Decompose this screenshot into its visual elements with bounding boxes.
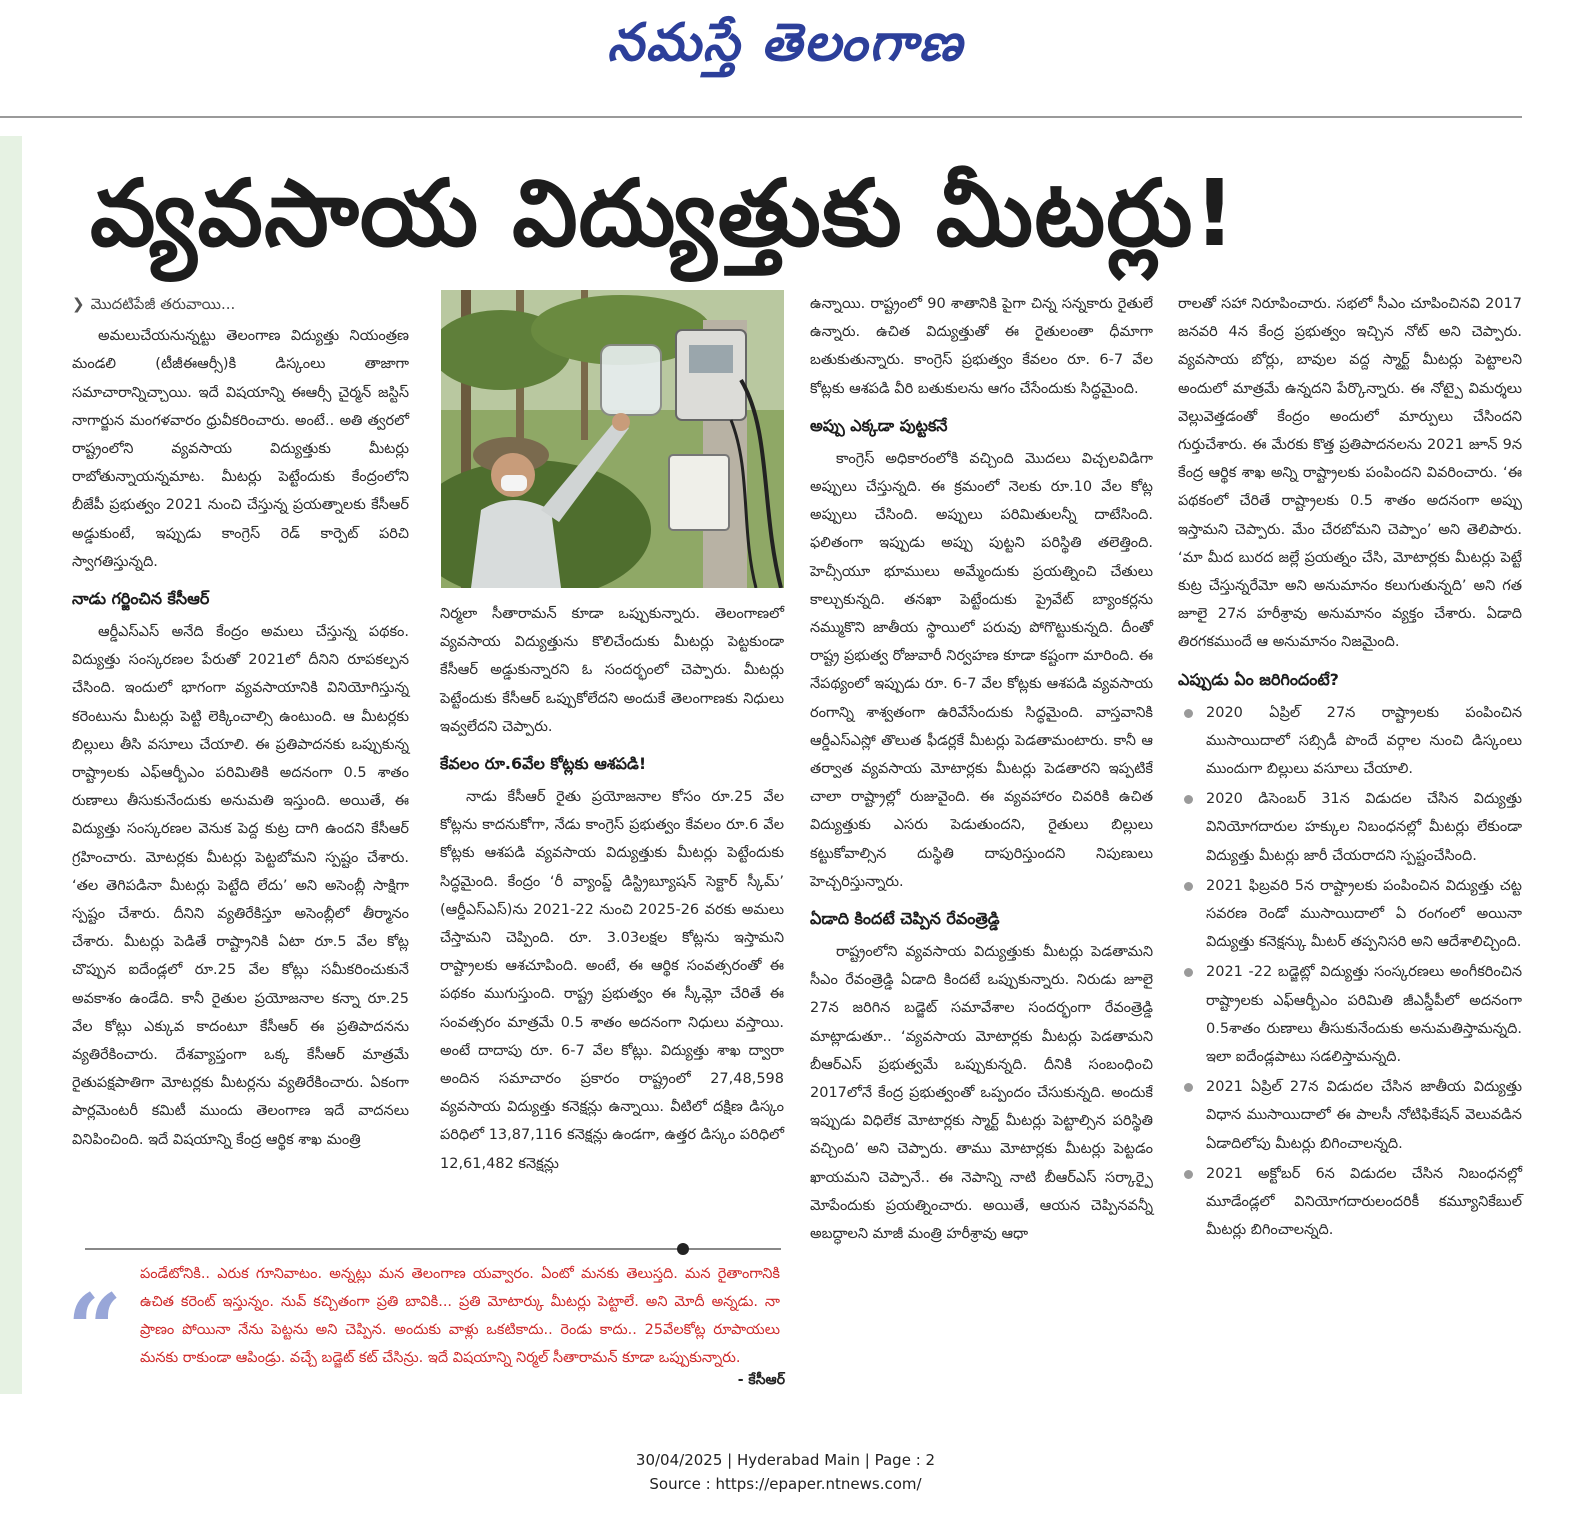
timeline-item: 2020 ఏప్రిల్ 27న రాష్ట్రాలకు పంపించిన ముసాయిదాలో సబ్సిడీ పొందే వర్గాల నుంచి డిస్కంలు ముందుగా బిల్లులు వసూలు చేయాలి.: [1178, 699, 1522, 784]
pull-quote: [67, 1248, 785, 1398]
quote-divider-dot: [677, 1243, 689, 1255]
timeline-list: [1178, 699, 1522, 1245]
quote-author: - కేసీఆర్: [737, 1372, 785, 1388]
page-footer: [0, 1448, 1571, 1496]
col1-subheading-1: నాడు గర్జించిన కేసీఆర్: [72, 589, 210, 609]
footer-edition-info: 30/04/2025 | Hyderabad Main | Page : 2: [635, 1451, 936, 1469]
col4-paragraph-1: రాలతో సహా నిరూపించారు. సభలో సీఎం చూపించినవి 2017 జనవరి 4న కేంద్ర ప్రభుత్వం ఇచ్చిన నోట్ అని చెప్పారు. వ్యవసాయ బోర్లు, బావుల వద్ద స్మార్ట్ మీటర్లు పెట్టాలని అందులో మాత్రమే ఉన్నదని పేర్కొన్నారు. ఈ నోట్పై విమర్శలు వెల్లువెత్తడంతో కేంద్రం అందులో మార్పులు చేసిందని గుర్తుచేశారు. ఈ మేరకు కొత్త ప్రతిపాదనలను 2021 జూన్ 9న కేంద్ర ఆర్థిక శాఖ అన్ని రాష్ట్రాలకు పంపిందని వివరించారు. ‘ఈ పథకంలో చేరితే రాష్ట్రాలకు 0.5 శాతం అదనంగా అప్పు ఇస్తామని చెప్పారు. మేం చేరబోమని చెప్పాం’ అని తెలిపారు. ‘మా మీద బురద జల్లే ప్రయత్నం చేసి, మోటార్లకు మీటర్లు పెట్టే కుట్ర చేస్తున్నరేమో అని అనుమానం కలుగుతున్నది’ అని గత జూలై 27న హరీశ్రావు అనుమానం వ్యక్తం చేశారు. ఏడాది తిరగకముందే ఆ అనుమానం నిజమైంది.: [1178, 296, 1522, 651]
farmer-meter-photo-icon: [441, 290, 784, 588]
col4-subheading-1: ఎప్పుడు ఏం జరిగిందంటే?: [1178, 669, 1339, 689]
col1-paragraph-2: ఆర్డీఎస్ఎస్ అనేది కేంద్రం అమలు చేస్తున్న పథకం. విద్యుత్తు సంస్కరణల పేరుతో 2021లో దీనిని రూపకల్పన చేసింది. ఇందులో భాగంగా వ్యవసాయానికి వినియోగిస్తున్న కరెంటును మీటర్లు పెట్టి లెక్కించాల్సి ఉంటుంది. ఆ మీటర్లకు బిల్లులు తీసి వసూలు చేయాలి. ఈ ప్రతిపాదనకు ఒప్పుకున్న రాష్ట్రాలకు ఎఫ్ఆర్బీఎం పరిమితికి అదనంగా 0.5 శాతం రుణాలు తీసుకునేందుకు అనుమతి ఇస్తుంది. అయితే, ఈ విద్యుత్తు సంస్కరణల వెనుక పెద్ద కుట్ర దాగి ఉందని కేసీఆర్ గ్రహించారు. మోటర్లకు మీటర్లు పెట్టబోమని స్పష్టం చేశారు. ‘తల తెగిపడినా మీటర్లు పెట్టేది లేదు’ అని అసెంబ్లీ సాక్షిగా స్పష్టం చేశారు. దీనిని వ్యతిరేకిస్తూ అసెంబ్లీలో తీర్మానం చేశారు. మీటర్లు పెడితే రాష్ట్రానికి ఏటా రూ.5 వేల కోట్ల చొప్పున ఐదేండ్లలో రూ.25 వేల కోట్లు సమీకరించుకునే అవకాశం ఉండేది. కానీ రైతుల ప్రయోజనాల కన్నా రూ.25 వేల కోట్లు ఎక్కువ కాదంటూ కేసీఆర్ ఈ ప్రతిపాదనను వ్యతిరేకించారు. దేశవ్యాప్తంగా ఒక్క కేసీఆర్ మాత్రమే రైతుపక్షపాతిగా మోటర్లకు మీటర్లను వ్యతిరేకించారు. ఏకంగా పార్లమెంటరీ కమిటీ ముందు తెలంగాణ ఇదే వాదనలు వినిపించింది. ఇదే విషయాన్ని కేంద్ర ఆర్థిక శాఖ మంత్రి: [72, 624, 409, 1148]
col2-paragraph-1: నిర్మలా సీతారామన్ కూడా ఒప్పుకున్నారు. తెలంగాణలో వ్యవసాయ విద్యుత్తును కొలిచేందుకు మీటర్లు పెట్టకుండా కేసీఆర్ అడ్డుకున్నారని ఓ సందర్భంలో చెప్పారు. మీటర్లు పెట్టేందుకు కేసీఆర్ ఒప్పుకోలేదని అందుకే తెలంగాణకు నిధులు ఇవ్వలేదని చెప్పారు.: [440, 606, 784, 735]
kicker-text: మొదటిపేజీ తరువాయి...: [90, 295, 236, 313]
col2-paragraph-2: నాడు కేసీఆర్ రైతు ప్రయోజనాల కోసం రూ.25 వేల కోట్లను కాదనుకోగా, నేడు కాంగ్రెస్ ప్రభుత్వం కేవలం రూ.6 వేల కోట్లకు ఆశపడి వ్యవసాయ విద్యుత్తుకు మీటర్లు పెట్టేందుకు సిద్ధమైంది. కేంద్రం ‘రీ వ్యాంప్డ్ డిస్ట్రిబ్యూషన్ సెక్టార్ స్కీమ్’ (ఆర్డీఎస్ఎస్)ను 2021-22 నుంచి 2025-26 వరకు అమలు చేస్తామని చెప్పింది. రూ. 3.03లక్షల కోట్లను ఇస్తామని రాష్ట్రాలకు ఆశచూపింది. అంటే, ఈ ఆర్థిక సంవత్సరంతో ఈ పథకం ముగుస్తుంది. రాష్ట్ర ప్రభుత్వం ఈ స్కీమ్లో చేరితే ఈ సంవత్సరం మాత్రమే 0.5 శాతం అదనంగా నిధులు వస్తాయి. అంటే దాదాపు రూ. 6-7 వేల కోట్లు. విద్యుత్తు శాఖ ద్వారా అందిన సమాచారం ప్రకారం రాష్ట్రంలో 27,48,598 వ్యవసాయ విద్యుత్తు కనెక్షన్లు ఉన్నాయి. వీటిలో దక్షిణ డిస్కం పరిధిలో 13,87,116 కనెక్షన్లు ఉండగా, ఉత్తర డిస్కం పరిధిలో 12,61,482 కనెక్షన్లు: [440, 789, 784, 1172]
col3-paragraph-1: ఉన్నాయి. రాష్ట్రంలో 90 శాతానికి పైగా చిన్న సన్నకారు రైతులే ఉన్నారు. ఉచిత విద్యుత్తుతో ఈ రైతులంతా ధీమాగా బతుకుతున్నారు. కాంగ్రెస్ ప్రభుత్వం కేవలం రూ. 6-7 వేల కోట్లకు ఆశపడి వీరి బతుకులను ఆగం చేసేందుకు సిద్ధమైంది.: [810, 296, 1153, 397]
headline: వ్యవసాయ విద్యుత్తుకు మీటర్లు!: [90, 160, 1237, 267]
article-photo: [441, 290, 784, 588]
quote-divider: [85, 1248, 683, 1250]
col3-paragraph-3: రాష్ట్రంలోని వ్యవసాయ విద్యుత్తుకు మీటర్లు పెడతామని సీఎం రేవంత్రెడ్డి ఏడాది కిందటే ఒప్పుకున్నారు. నిరుడు జూలై 27న జరిగిన బడ్జెట్ సమావేశాల సందర్భంగా రేవంత్రెడ్డి మాట్లాడుతూ.. ‘వ్యవసాయ మోటార్లకు మీటర్లు పెడతామని బీఆర్ఎస్ ప్రభుత్వమే ఒప్పుకున్నది. దీనికి సంబంధించి 2017లోనే కేంద్ర ప్రభుత్వంతో ఒప్పందం చేసుకున్నది. అందుకే ఇప్పుడు విధిలేక మోటార్లకు స్మార్ట్ మీటర్లు పెట్టాల్సిన పరిస్థితి వచ్చింది’ అని చెప్పారు. తాము మోటార్లకు మీటర్లు పెట్టడం ఖాయమని చెప్పానే.. ఈ నెపాన్ని నాటి బీఆర్ఎస్ సర్కార్పై మోపేందుకు ప్రయత్నించారు. అయితే, ఆయన చెప్పినవన్నీ అబద్ధాలని మాజీ మంత్రి హరీశ్రావు ఆధా: [810, 944, 1153, 1243]
timeline-item: 2020 డిసెంబర్ 31న విడుదల చేసిన విద్యుత్తు వినియోగదారుల హక్కుల నిబంధనల్లో మీటర్లు లేకుండా విద్యుత్తు మీటర్లు జారీ చేయరాదని స్పష్టంచేసింది.: [1178, 785, 1522, 870]
masthead-rule: [0, 116, 1522, 118]
col3-paragraph-2: కాంగ్రెస్ అధికారంలోకి వచ్చింది మొదలు విచ్చలవిడిగా అప్పులు చేస్తున్నది. ఈ క్రమంలో నెలకు రూ.10 వేల కోట్ల అప్పులు చేసింది. అప్పులు పరిమితులన్నీ దాటేసింది. ఫలితంగా ఇప్పుడు అప్పు పుట్టని పరిస్థితి తలెత్తింది. హెచ్సీయూ భూములు అమ్మేందుకు ప్రయత్నించి చేతులు కాల్చుకున్నది. తనఖా పెట్టేందుకు ప్రైవేట్ బ్యాంకర్లను నమ్ముకొని జాతీయ స్థాయిలో పరువు పోగొట్టుకున్నది. దీంతో రాష్ట్ర ప్రభుత్వ రోజువారీ నిర్వహణ కూడా కష్టంగా మారింది. ఈ నేపథ్యంలో ఇప్పుడు రూ. 6-7 వేల కోట్లకు ఆశపడి వ్యవసాయ రంగాన్ని శాశ్వతంగా ఉరివేసేందుకు సిద్ధమైంది. వాస్తవానికి ఆర్డీఎస్ఎస్లో తొలుత ఫీడర్లకే మీటర్లు పెడతామంటారు. కానీ ఆ తర్వాత వ్యవసాయ మోటార్లకు మీటర్లు పెడతారని ఇప్పటికే చాలా రాష్ట్రాల్లో రుజువైంది. ఈ వ్యవహారం చివరికి ఉచిత విద్యుత్తుకు ఎసరు పెడుతుందని, రైతులు బిల్లులు కట్టుకోవాల్సిన దుస్థితి దాపురిస్తుందని నిపుణులు హెచ్చరిస్తున్నారు.: [810, 450, 1153, 890]
timeline-item: 2021 అక్టోబర్ 6న విడుదల చేసిన నిబంధనల్లో మూడేండ్లలో వినియోగదారులందరికీ కమ్యూనికేబుల్ మీటర్లు బిగించాలన్నది.: [1178, 1160, 1522, 1245]
quote-divider-end: [689, 1248, 781, 1250]
timeline-item: 2021 -22 బడ్జెట్లో విద్యుత్తు సంస్కరణలు అంగీకరించిన రాష్ట్రాలకు ఎఫ్ఆర్బీఎం పరిమితి జీఎస్డీపీలో అదనంగా 0.5శాతం రుణాలు తీసుకునేందుకు అనుమతిస్తామన్నది. ఇలా ఐదేండ్లపాటు సడలిస్తామన్నది.: [1178, 958, 1522, 1071]
col3-subheading-2: ఏడాది కిందటే చెప్పిన రేవంత్రెడ్డి: [810, 909, 1000, 929]
column-2: [440, 600, 784, 1178]
quote-text: పండేటోనికి.. ఎరుక గూనివాటం. అన్నట్లు మన తెలంగాణ యవ్వారం. ఏంటో మనకు తెలుస్తది. మన రైతాంగానికి ఉచిత కరెంట్ ఇస్తున్నం. నువ్ కచ్చితంగా ప్రతి బావికి... ప్రతి మోటార్కు మీటర్లు పెట్టాలే. అని మోదీ అన్నడు. నా ప్రాణం పోయినా నేను పెట్టను అని చెప్పిన. అందుకు వాళ్లు ఒకటికాదు.. రెండు కాదు.. 25వేలకోట్ల రూపాయలు మనకు రాకుండా ఆపిండ్రు. వచ్చే బడ్జెట్ కట్ చేసిన్రు. ఇదే విషయాన్ని నిర్మల్ సీతారామన్ కూడా ఒప్పుకున్నారు.: [140, 1266, 780, 1366]
col3-subheading-1: అప్పు ఎక్కడా పుట్టకనే: [810, 415, 948, 435]
masthead: [0, 0, 1571, 118]
side-color-bar: [0, 136, 22, 1394]
masthead-logo: నమస్తే తెలంగాణ: [607, 12, 964, 73]
timeline-item: 2021 ఫిబ్రవరి 5న రాష్ట్రాలకు పంపించిన విద్యుత్తు చట్ట సవరణ రెండో ముసాయిదాలో ఏ రంగంలో అయినా విద్యుత్తు కనెక్షన్కు మీటర్ తప్పనిసరి అని ఆదేశాలిచ్చింది.: [1178, 872, 1522, 957]
timeline-item: 2021 ఏప్రిల్ 27న విడుదల చేసిన జాతీయ విద్యుత్తు విధాన ముసాయిదాలో ఈ పాలసీ నోటిఫికేషన్ వెలువడిన ఏడాదిలోపు మీటర్లు బిగించాలన్నది.: [1178, 1073, 1522, 1158]
column-4: [1178, 290, 1522, 1247]
quote-mark-icon: “: [67, 1273, 123, 1386]
footer-source: Source : https://epaper.ntnews.com/: [649, 1475, 922, 1493]
column-3: [810, 290, 1153, 1248]
column-1: [72, 290, 409, 1154]
continued-kicker: [72, 290, 409, 318]
col2-subheading-1: కేవలం రూ.6వేల కోట్లకు ఆశపడి!: [440, 754, 647, 774]
col1-paragraph-1: అమలుచేయనున్నట్టు తెలంగాణ విద్యుత్తు నియంత్రణ మండలి (టీజీఈఆర్సీ)కి డిస్కంలు తాజాగా సమాచారాన్నిచ్చాయి. ఇదే విషయాన్ని ఈఆర్సీ చైర్మన్ జస్టిస్ నాగార్జున మంగళవారం ధ్రువీకరించారు. అంటే.. అతి త్వరలో రాష్ట్రంలోని వ్యవసాయ విద్యుత్తుకు మీటర్లు రాబోతున్నాయన్నమాట. మీటర్లు పెట్టేందుకు కేంద్రంలోని బీజేపీ ప్రభుత్వం 2021 నుంచి చేస్తున్న ప్రయత్నాలకు కేసీఆర్ అడ్డుకుంటే, ఇప్పుడు కాంగ్రెస్ రెడ్ కార్పెట్ పరిచి స్వాగతిస్తున్నది.: [72, 328, 409, 570]
chevron-right-icon: ❯: [72, 295, 85, 313]
